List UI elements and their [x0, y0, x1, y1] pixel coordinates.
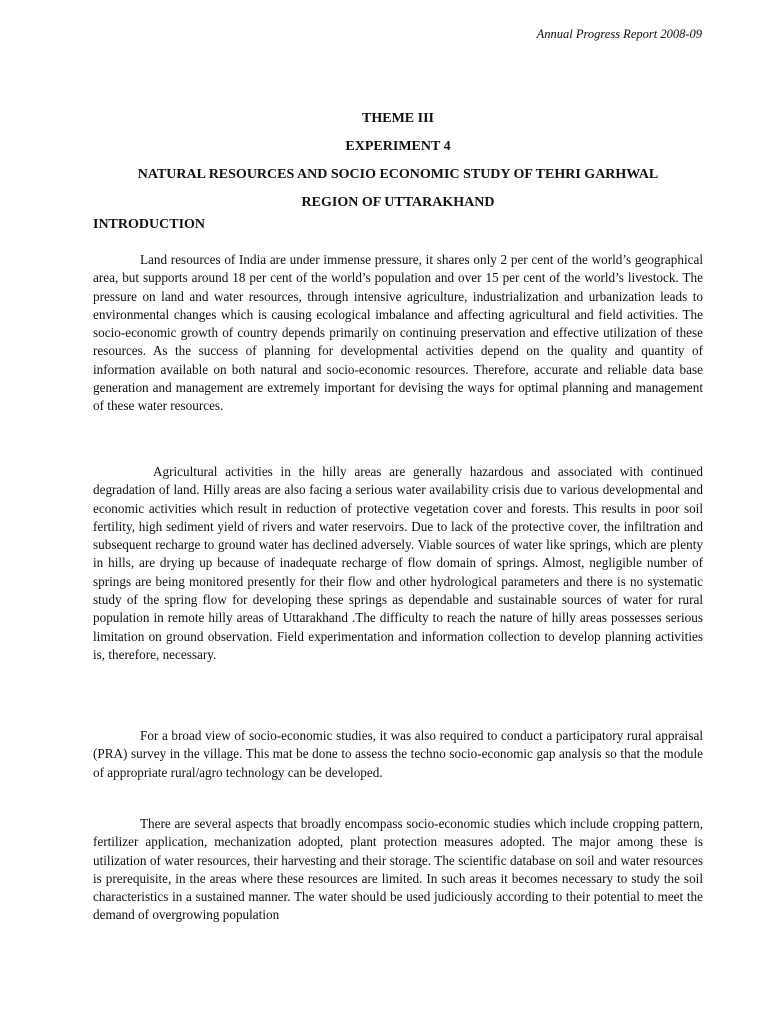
heading-block — [93, 108, 703, 220]
title-heading-line-2: REGION OF UTTARAKHAND — [301, 195, 495, 210]
paragraph-socio-economic-aspects: There are several aspects that broadly encompass socio-economic studies which include cropping pattern, fertilizer application, mechanization adopted, plant protection measures adopted. The major among these is utilization of water resources, their harvesting and their storage. The scientific database on soil and water resources is prerequisite, in the areas where these resources are limited. In such areas it becomes necessary to study the soil characteristics in a sustained manner. The water should be used judiciously according to their potential to meet the demand of overgrowing population — [93, 816, 703, 923]
experiment-heading: EXPERIMENT 4 — [345, 139, 451, 154]
title-heading-line-1: NATURAL RESOURCES AND SOCIO ECONOMIC STUDY OF TEHRI GARHWAL — [137, 167, 659, 182]
paragraph-agricultural-activities: Agricultural activities in the hilly areas are generally hazardous and associated with continued degradation of land. Hilly areas are also facing a serious water availability crisis due to various developmental and economic activities which result in reduction of protective vegetation cover and forests. This results in poor soil fertility, high sediment yield of rivers and water reservoirs. Due to lack of the protective cover, the infiltration and subsequent recharge to ground water has declined adversely. Viable sources of water like springs, which are plenty in hills, are drying up because of inadequate recharge of flow domain of springs. Almost, negligible number of springs are being monitored presently for their flow and other hydrological parameters and there is no systematic study of the spring flow for developing these springs as dependable and sustainable sources of water for rural population in remote hilly areas of Uttarakhand .The difficulty to reach the nature of hilly areas possesses serious limitation on ground observation. Field experimentation and information collection to develop planning activities is, therefore, necessary. — [93, 464, 703, 662]
paragraph-participatory-appraisal: For a broad view of socio-economic studies, it was also required to conduct a participatory rural appraisal (PRA) survey in the village. This mat be done to assess the techno socio-economic gap analysis so that the module of appropriate rural/agro technology can be developed. — [93, 728, 703, 780]
theme-heading: THEME III — [362, 111, 434, 126]
section-title-introduction: INTRODUCTION — [93, 217, 206, 232]
paragraph-land-resources: Land resources of India are under immense pressure, it shares only 2 per cent of the world’s geographical area, but supports around 18 per cent of the world’s population and over 15 per cent of the world’s livestock. The pressure on land and water resources, through intensive agriculture, industrialization and urbanization leads to environmental changes which is causing ecological imbalance and affecting agricultural and field activities. The socio-economic growth of country depends primarily on continuing preservation and effective utilization of these resources. As the success of planning for developmental activities depend on the quality and quantity of information available on both natural and socio-economic resources. Therefore, accurate and reliable data base generation and management are extremely important for devising the ways for optimal planning and management of these water resources. — [93, 252, 703, 414]
running-header: Annual Progress Report 2008-09 — [536, 27, 702, 41]
